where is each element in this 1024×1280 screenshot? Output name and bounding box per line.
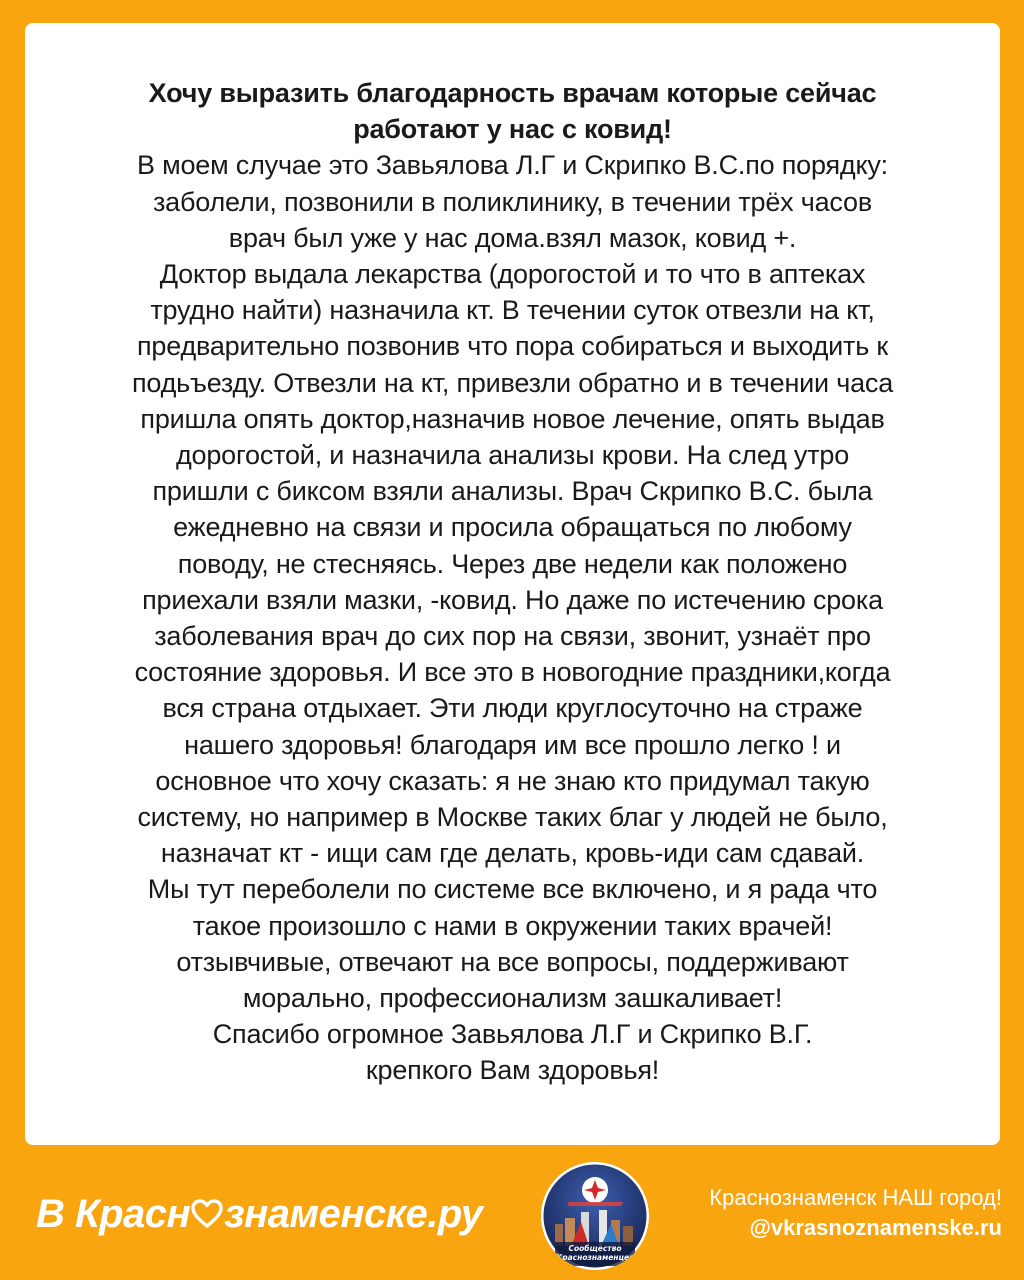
post-text-line: Мы тут переболели по системе все включено, и я рада что <box>147 874 878 905</box>
post-text-line: нашего здоровья! благодаря им все прошло легко ! и <box>184 729 841 760</box>
post-text-line: состояние здоровья. И все это в новогодние праздники,когда <box>134 657 891 688</box>
post-text-line: такое произошло с нами в окружении таких врачей! <box>192 910 833 941</box>
post-text-line: Спасибо огромное Завьялова Л.Г и Скрипко В.Г. <box>212 1019 813 1050</box>
post-text-line: морально, профессионализм зашкаливает! <box>242 983 783 1014</box>
post-text-line: вся страна отдыхает. Эти люди круглосуточно на страже <box>162 693 863 724</box>
post-text-line: В моем случае это Завьялова Л.Г и Скрипко В.С.по порядку: <box>137 150 888 181</box>
heart-outline-icon <box>191 1199 223 1229</box>
brand-logo <box>36 1189 483 1239</box>
post-text-line: дорогостой, и назначила анализы крови. На след утро <box>175 440 850 471</box>
post-heading-line: работают у нас с ковид! <box>353 114 672 145</box>
post-card <box>25 23 1000 1145</box>
post-text-line: предварительно позвонив что пора собираться и выходить к <box>136 331 889 362</box>
post-text-line: ежедневно на связи и просила обращаться по любому <box>173 512 852 543</box>
post-text-line: пришла опять доктор,назначив новое лечение, опять выдав <box>140 403 885 434</box>
post-text-line: врач был уже у нас дома.взял мазок, ковид +. <box>228 222 797 253</box>
footer <box>0 1145 1024 1280</box>
post-text-line: подьъезду. Отвезли на кт, привезли обратно и в течении часа <box>131 367 894 398</box>
post-heading-line: Хочу выразить благодарность врачам которые сейчас <box>148 78 877 108</box>
community-info <box>666 1183 1002 1243</box>
post-text <box>55 75 970 1089</box>
post-text-line: систему, но например в Москве таких благ у людей не было, <box>137 802 888 833</box>
emblem-caption-line2: Краснознаменцев <box>556 1253 634 1262</box>
post-text-line: заболели, позвонили в поликлинику, в течении трёх часов <box>152 186 872 217</box>
post-text-line: трудно найти) назначила кт. В течении суток отвезли на кт, <box>150 295 875 326</box>
brand-logo-part2: знаменске.ру <box>224 1191 483 1236</box>
post-text-line: назначат кт - ищи сам где делать, кровь-иди сам сдавай. <box>160 838 865 869</box>
community-emblem-image <box>541 1162 649 1270</box>
post-text-line: отзывчивые, отвечают на все вопросы, поддерживают <box>176 946 849 977</box>
emblem-caption-line1: Сообщество <box>568 1244 622 1253</box>
post-text-line: крепкого Вам здоровья! <box>365 1055 660 1086</box>
post-text-line: пришли с биксом взяли анализы. Врач Скрипко В.С. была <box>152 476 873 507</box>
brand-logo-part1: В Красн <box>36 1191 191 1236</box>
post-text-line: Доктор выдала лекарства (дорогостой и то что в аптеках <box>159 259 866 290</box>
post-text-line: поводу, не стесняясь. Через две недели как положено <box>177 548 848 579</box>
post-text-line: приехали взяли мазки, -ковид. Но даже по истечению срока <box>142 584 883 615</box>
community-handle[interactable]: @vkrasnoznamenske.ru <box>749 1215 1002 1240</box>
community-name: Краснознаменск НАШ город! <box>709 1185 1002 1210</box>
post-text-line: основное что хочу сказать: я не знаю кто придумал такую <box>155 765 870 796</box>
post-text-line: заболевания врач до сих пор на связи, звонит, узнаёт про <box>154 621 871 652</box>
community-emblem <box>541 1162 649 1270</box>
